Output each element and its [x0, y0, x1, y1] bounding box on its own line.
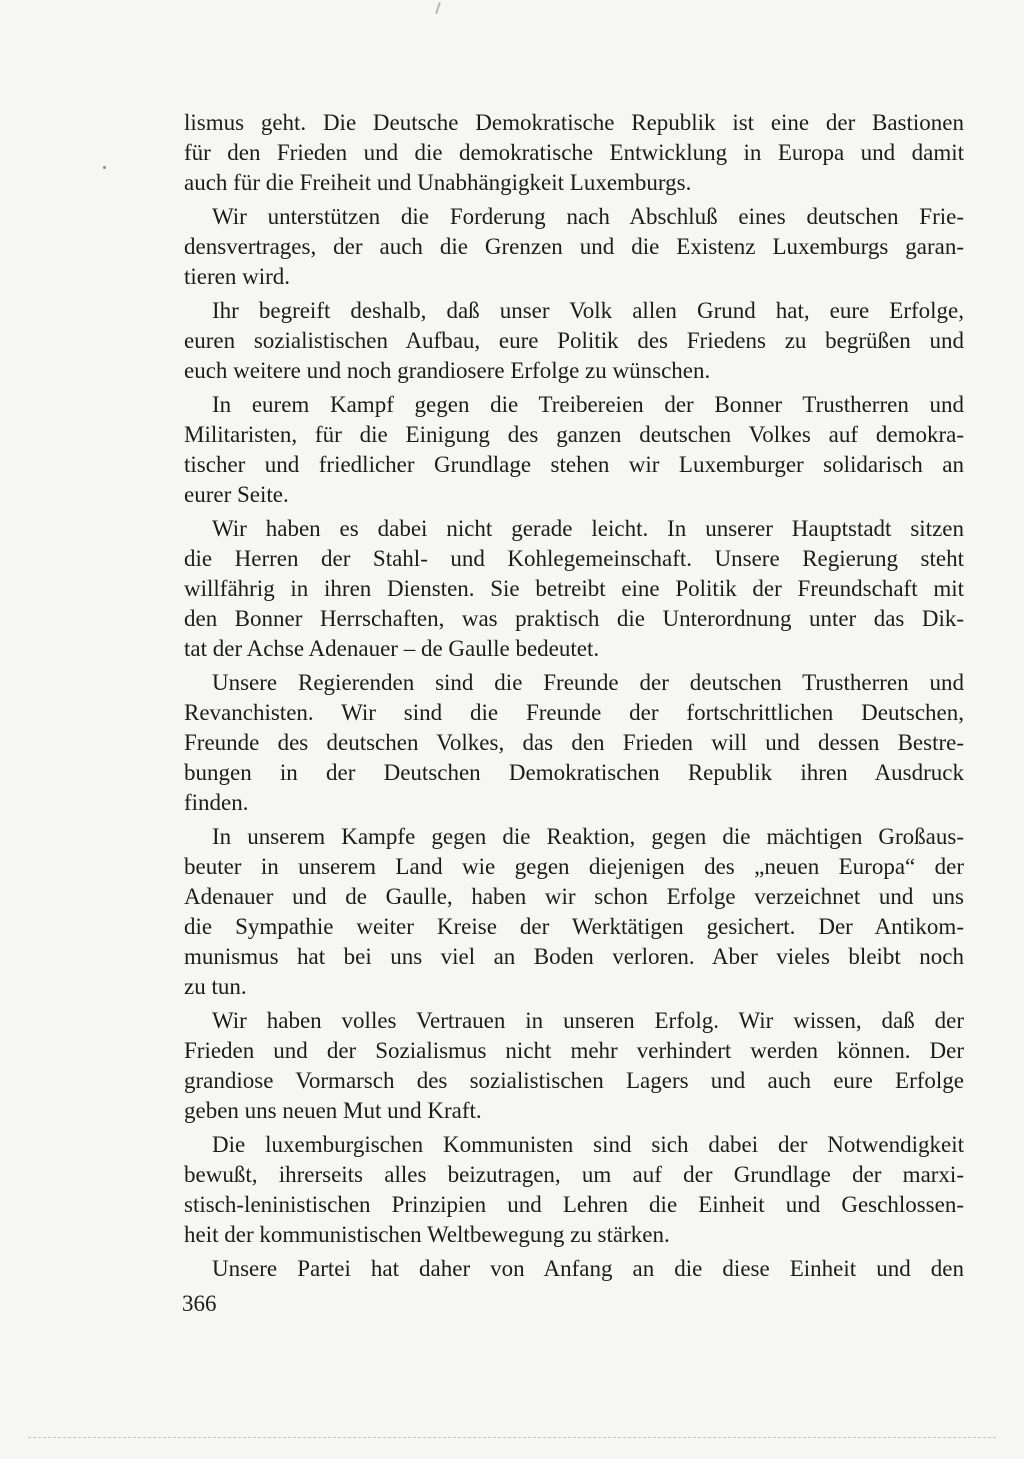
scan-speck [103, 166, 106, 169]
text-line: beuter in unserem Land wie gegen diejenigen des „neuen Europa“ der [184, 854, 964, 879]
paragraph [184, 514, 964, 664]
paragraph [184, 668, 964, 818]
page-edge-rule [28, 1437, 996, 1438]
text-line: die Herren der Stahl- und Kohlegemeinschaft. Unsere Regierung steht [184, 546, 964, 571]
text-line: tat der Achse Adenauer – de Gaulle bedeutet. [184, 636, 600, 661]
text-line: In eurem Kampf gegen die Treibereien der Bonner Trustherren und [212, 392, 964, 417]
paragraph [184, 296, 964, 386]
paragraph [184, 390, 964, 510]
text-line: Wir haben es dabei nicht gerade leicht. In unserer Hauptstadt sitzen [212, 516, 964, 541]
text-line: Adenauer und de Gaulle, haben wir schon Erfolge verzeichnet und uns [184, 884, 964, 909]
text-line: tischer und friedlicher Grundlage stehen wir Luxemburger solidarisch an [184, 452, 964, 477]
text-line: Unsere Regierenden sind die Freunde der deutschen Trustherren und [212, 670, 964, 695]
text-line: Wir haben volles Vertrauen in unseren Erfolg. Wir wissen, daß der [212, 1008, 964, 1033]
text-line: densvertrages, der auch die Grenzen und die Existenz Luxemburgs garan- [184, 234, 964, 259]
paragraph [184, 108, 964, 198]
text-line: Ihr begreift deshalb, daß unser Volk allen Grund hat, eure Erfolge, [212, 298, 964, 323]
text-line: munismus hat bei uns viel an Boden verloren. Aber vieles bleibt noch [184, 944, 964, 969]
page-number: 366 [182, 1291, 217, 1316]
text-line: Militaristen, für die Einigung des ganzen deutschen Volkes auf demokra- [184, 422, 964, 447]
text-line: für den Frieden und die demokratische Entwicklung in Europa und damit [184, 140, 964, 165]
text-line: Die luxemburgischen Kommunisten sind sich dabei der Notwendigkeit [212, 1132, 964, 1157]
text-line: geben uns neuen Mut und Kraft. [184, 1098, 482, 1123]
text-line: finden. [184, 790, 249, 815]
text-line: Freunde des deutschen Volkes, das den Frieden will und dessen Bestre- [184, 730, 964, 755]
text-line: zu tun. [184, 974, 247, 999]
text-line: In unserem Kampfe gegen die Reaktion, gegen die mächtigen Großaus- [212, 824, 964, 849]
text-line: lismus geht. Die Deutsche Demokratische Republik ist eine der Bastionen [184, 110, 964, 135]
paragraph [184, 202, 964, 292]
text-line: willfährig in ihren Diensten. Sie betreibt eine Politik der Freundschaft mit [184, 576, 964, 601]
paragraph [184, 822, 964, 1002]
body-text [184, 108, 964, 1288]
text-line: Unsere Partei hat daher von Anfang an die diese Einheit und den [212, 1256, 964, 1281]
paragraph [184, 1006, 964, 1126]
text-line: heit der kommunistischen Weltbewegung zu stärken. [184, 1222, 670, 1247]
text-line: grandiose Vormarsch des sozialistischen Lagers und auch eure Erfolge [184, 1068, 964, 1093]
scan-mark [435, 2, 441, 14]
text-line: euren sozialistischen Aufbau, eure Politik des Friedens zu begrüßen und [184, 328, 964, 353]
text-line: auch für die Freiheit und Unabhängigkeit Luxemburgs. [184, 170, 692, 195]
paragraph [184, 1130, 964, 1250]
text-line: euch weitere und noch grandiosere Erfolge zu wünschen. [184, 358, 711, 383]
paragraph [184, 1254, 964, 1284]
text-line: Revanchisten. Wir sind die Freunde der fortschrittlichen Deutschen, [184, 700, 964, 725]
text-line: eurer Seite. [184, 482, 289, 507]
text-line: die Sympathie weiter Kreise der Werktätigen gesichert. Der Antikom- [184, 914, 964, 939]
text-line: stisch-leninistischen Prinzipien und Lehren die Einheit und Geschlossen- [184, 1192, 964, 1217]
text-line: bewußt, ihrerseits alles beizutragen, um auf der Grundlage der marxi- [184, 1162, 964, 1187]
text-line: bungen in der Deutschen Demokratischen Republik ihren Ausdruck [184, 760, 964, 785]
text-line: Frieden und der Sozialismus nicht mehr verhindert werden können. Der [184, 1038, 964, 1063]
text-line: tieren wird. [184, 264, 291, 289]
text-line: Wir unterstützen die Forderung nach Abschluß eines deutschen Frie- [212, 204, 964, 229]
text-line: den Bonner Herrschaften, was praktisch die Unterordnung unter das Dik- [184, 606, 964, 631]
